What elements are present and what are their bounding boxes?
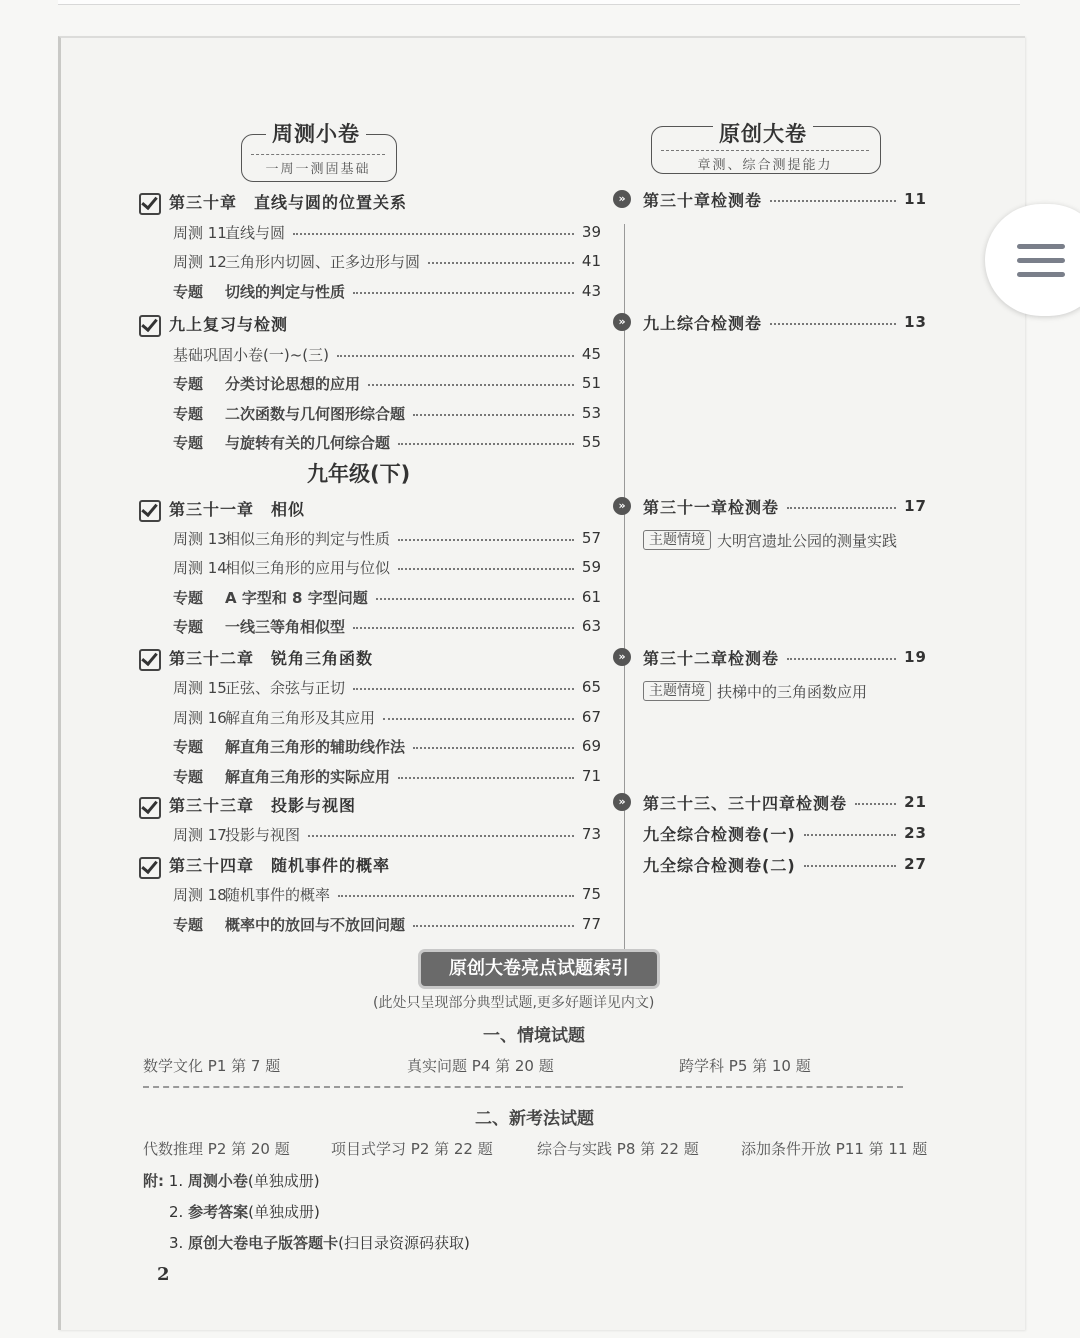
index-item[interactable]: 数学文化 P1 第 7 题	[143, 1057, 281, 1075]
toc-chapter[interactable]: 九上复习与检测	[169, 314, 289, 334]
index-item[interactable]: 添加条件开放 P11 第 11 题	[741, 1140, 928, 1158]
original-exam-title: 原创大卷	[713, 118, 813, 148]
toc-item[interactable]: 周测 17 投影与视图 73	[173, 825, 601, 844]
toc-item[interactable]: 周测 15 正弦、余弦与正切 65	[173, 678, 601, 697]
double-chevron-icon: »	[613, 497, 631, 515]
toc-item[interactable]: 专题 概率中的放回与不放回问题 77	[173, 915, 601, 934]
check-box-icon	[139, 649, 161, 671]
exam-entry[interactable]: 九全综合检测卷(一) 23	[643, 824, 927, 844]
toc-item[interactable]: 周测 14 相似三角形的应用与位似 59	[173, 558, 601, 577]
double-chevron-icon: »	[613, 313, 631, 331]
toc-item[interactable]: 专题 解直角三角形的辅助线作法 69	[173, 737, 601, 756]
original-exam-subtitle: 章测、综合测提能力	[661, 150, 869, 173]
toc-chapter[interactable]: 第三十二章 锐角三角函数	[169, 648, 374, 668]
exam-entry[interactable]: 第三十三、三十四章检测卷 21	[643, 793, 927, 813]
check-box-icon	[139, 857, 161, 879]
index-item[interactable]: 项目式学习 P2 第 22 题	[331, 1140, 493, 1158]
toc-item[interactable]: 周测 18 随机事件的概率 75	[173, 885, 601, 904]
grade-heading: 九年级(下)	[307, 462, 411, 486]
index-item[interactable]: 跨学科 P5 第 10 题	[679, 1057, 811, 1075]
toc-chapter[interactable]: 第三十四章 随机事件的概率	[169, 855, 391, 875]
index-note: (此处只呈现部分典型试题,更多好题详见内文)	[373, 995, 655, 1011]
check-box-icon	[139, 797, 161, 819]
toc-item[interactable]: 专题 二次函数与几何图形综合题 53	[173, 404, 601, 423]
exam-entry[interactable]: 第三十章检测卷 11	[643, 190, 927, 210]
exam-entry[interactable]: 第三十二章检测卷 19	[643, 648, 927, 668]
exam-entry[interactable]: 九全综合检测卷(二) 27	[643, 855, 927, 875]
toc-item[interactable]: 基础巩固小卷(一)~(三) 45	[173, 345, 601, 364]
index-item[interactable]: 真实问题 P4 第 20 题	[407, 1057, 554, 1075]
toc-chapter[interactable]: 第三十章 直线与圆的位置关系	[169, 192, 408, 212]
appendix-item: 3. 原创大卷电子版答题卡(扫目录资源码获取)	[169, 1234, 470, 1252]
weekly-test-subtitle: 一周一测固基础	[251, 154, 385, 177]
index-banner: 原创大卷亮点试题索引	[421, 952, 657, 986]
double-chevron-icon: »	[613, 190, 631, 208]
toc-item[interactable]: 专题 切线的判定与性质 43	[173, 282, 601, 301]
toc-item[interactable]: 周测 13 相似三角形的判定与性质 57	[173, 529, 601, 548]
section-separator	[143, 1086, 903, 1088]
check-box-icon	[139, 315, 161, 337]
page-number: 2	[157, 1264, 170, 1285]
toc-page	[58, 36, 1025, 1330]
theme-tag: 主题情境	[643, 530, 711, 550]
toc-item[interactable]: 专题 一线三等角相似型 63	[173, 617, 601, 636]
double-chevron-icon: »	[613, 648, 631, 666]
toc-item[interactable]: 专题 与旋转有关的几何综合题 55	[173, 433, 601, 452]
toc-item[interactable]: 周测 11 直线与圆 39	[173, 223, 601, 242]
toc-chapter[interactable]: 第三十三章 投影与视图	[169, 795, 357, 815]
check-box-icon	[139, 500, 161, 522]
index-item[interactable]: 综合与实践 P8 第 22 题	[537, 1140, 699, 1158]
check-box-icon	[139, 193, 161, 215]
toc-chapter[interactable]: 第三十一章 相似	[169, 499, 306, 519]
previous-page-edge	[58, 0, 1020, 5]
section-new-question-title: 二、新考法试题	[475, 1109, 594, 1129]
column-divider	[624, 224, 625, 976]
theme-scenario[interactable]: 主题情境 扶梯中的三角函数应用	[643, 679, 867, 703]
weekly-test-title: 周测小卷	[266, 118, 366, 148]
exam-entry[interactable]: 第三十一章检测卷 17	[643, 497, 927, 517]
theme-tag: 主题情境	[643, 681, 711, 701]
toc-item[interactable]: 周测 12 三角形内切圆、正多边形与圆 41	[173, 252, 601, 271]
section-situational-title: 一、情境试题	[483, 1026, 585, 1046]
exam-entry[interactable]: 九上综合检测卷 13	[643, 313, 927, 333]
appendix-item: 附: 1. 周测小卷(单独成册)	[143, 1172, 320, 1190]
double-chevron-icon: »	[613, 793, 631, 811]
toc-item[interactable]: 专题 解直角三角形的实际应用 71	[173, 767, 601, 786]
toc-item[interactable]: 周测 16 解直角三角形及其应用 67	[173, 708, 601, 727]
index-item[interactable]: 代数推理 P2 第 20 题	[143, 1140, 290, 1158]
theme-scenario[interactable]: 主题情境 大明宫遗址公园的测量实践	[643, 528, 897, 552]
appendix-item: 2. 参考答案(单独成册)	[169, 1203, 320, 1221]
toc-item[interactable]: 专题 A 字型和 8 字型问题 61	[173, 588, 601, 607]
toc-item[interactable]: 专题 分类讨论思想的应用 51	[173, 374, 601, 393]
